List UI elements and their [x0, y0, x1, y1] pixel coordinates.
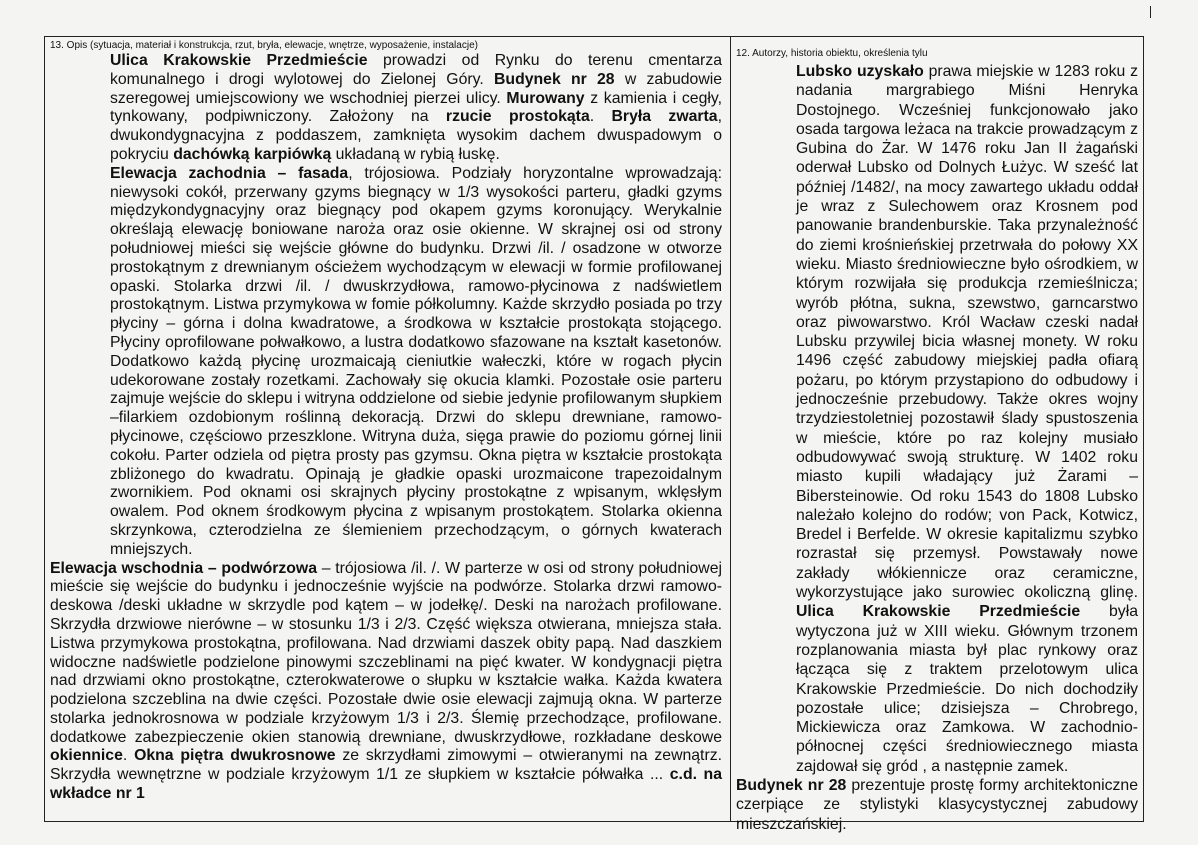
description-header: 13. Opis (sytuacja, materiał i konstrukcja, rzut, bryła, elewacje, wnętrze, wyposażenie, instalacje) — [50, 40, 478, 51]
paragraph-east-elevation: Elewacja wschodnia – podwórzowa – trójosiowa /il. /. W parterze w osi od strony południowej mieście się wejście do budynku i jednocześnie wyjście na podwórze. Stolarka drzwi ramowo-deskowa /deski układne w skrzydle pod kątem – w jodełkę/. Deski na narożach profilowane. Skrzydła drzwiowe nierówne – w stosunku 1/3 i 2/3. Część większa otwierana, mniejsza stała. Listwa przymykowa prostokątna, profilowana. Nad drzwiami daszek obity papą. Nad daszkiem widoczne nadświetle podzielone pinowymi szczeblinami na pięć kwater. W kondygnacji piętra nad drzwiami okno prostokątne, czterokwaterowe o słupku w kształcie wałka. Każda kwatera podzielona szczeblina na dwie części. Pozostałe dwie osie elewacji zajmują okna. W parterze stolarka jednokrosnowa w podziale krzyżowym 1/3 i 2/3. Ślemię przechodzące, profilowane. dodatkowe zabezpieczenie okien stanowią drewniane, dwuskrzydłowe, rozkładane deskowe okiennice. Okna piętra dwukrosnowe ze skrzydłami zimowymi – otwieranymi na zewnątrz. Skrzydła wewnętrzne w podziale krzyżowym 1/1 ze słupkiem w kształcie półwałka ... c.d. na wkładce nr 1 — [50, 559, 722, 803]
paragraph-street: Ulica Krakowskie Przedmieście prowadzi od Rynku do terenu cmentarza komunalnego i drogi wylotowej do Zielonej Góry. Budynek nr 28 w zabudowie szeregowej umiejscowiony we wschodniej pierzei ulicy. Murowany z kamienia i cegły, tynkowany, podpiwniczony. Założony na rzucie prostokąta. Bryła zwarta, dwukondygnacyjna z poddaszem, zamknięta wysokim dachem dwuspadowym o pokryciu dachówką karpiówką układaną w rybią łuskę. — [110, 52, 723, 163]
description-body — [50, 52, 722, 804]
description-section — [50, 40, 722, 820]
paragraph-town-history: Lubsko uzyskało prawa miejskie w 1283 roku z nadania margrabiego Miśni Henryka Dostojnego. Wcześniej funkcjonowało jako osada targowa leżaca na trakcie prowadzącym z Gubina do Żar. W 1476 roku Jan II żagański oderwał Lubsko od Dolnych Łużyc. W sześć lat później /1482/, na mocy zawartego układu oddał je wraz z Sulechowem oraz Krosnem pod panowanie brandenburskie. Taka przynależność do ziemi krośnieńskiej przetrwała do połowy XX wieku. Miasto średniowieczne było ośrodkiem, w którym rozwijała się produkcja rzemieślnicza; wyrób płótna, sukna, szewstwo, garncarstwo oraz piwowarstwo. Król Wacław czeski nadał Lubsku przywilej bicia własnej monety. W roku 1496 część zabudowy miejskiej padła ofiarą pożaru, po którym przystapiono do odbudowy i jednocześnie przebudowy. Także okres wojny trzydziestoletniej pozostawił ślady spustoszenia w mieście, które po raz kolejny musiało odbudowywać swoją strukturę. W 1402 roku miasto kupili władający już Żarami – Bibersteinowie. Od roku 1543 do 1808 Lubsko należało kolejno do rodów; von Pack, Kotwicz, Bredel i Berfelde. W okresie kapitalizmu szybko rozrastał się przemysł. Powstawały nowe zakłady włókiennicze oraz ceramiczne, wykorzystujące jako surowiec okoliczną glinę. Ulica Krakowskie Przedmieście była wytyczona już w XIII wieku. Głównym trzonem rozplanowania miasta był plac rynkowy oraz łącząca się z traktem przelotowym ulica Krakowskie Przedmieście. Do nich dochodziły pozostałe ulice; dzisiejsza – Chrobrego, Mickiewicza oraz Zamkowa. W zachodnio-północnej części średniowiecznego miasta zajdował się gród , a następnie zamek. — [796, 63, 1139, 775]
history-header: 12. Autorzy, historia obiektu, określenia tylu — [736, 48, 928, 59]
margin-rule — [1150, 6, 1151, 18]
history-body — [736, 62, 1138, 834]
paragraph-west-elevation: Elewacja zachodnia – fasada, trójosiowa. Podziały horyzontalne wprowadzają: niewysoki cokół, przerwany gzyms biegnący w 1/3 wysokości parteru, gładki gzyms międzykondygnacyjny oraz biegnący pod okapem gzyms koronujący. Werykalnie określają elewację boniowane naroża oraz osie okienne. W skrajnej osi od strony południowej mieści się wejście główne do budynku. Drzwi /il. / osadzone w otworze prostokątnym z drewnianym ościeżem wychodzącym w elewacji w formie profilowanej opaski. Stolarka drzwi /il. / dwuskrzydłowa, ramowo-płycinowa z nadświetlem prostokątnym. Listwa przymykowa w fomie półkolumny. Każde skrzydło posiada po trzy płyciny – górna i dolna kwadratowe, a środkowa w kształcie prostokąta stojącego. Płyciny oprofilowane połwałkowo, a lustra dodatkowo sfazowane na kształt kasetonów. Dodatkowo każdą płycinę urozmaicają cieniutkie wałeczki, które w rogach płycin udekorowane zostały rozetkami. Zachowały się okucia klamki. Pozostałe osie parteru zajmuje wejście do sklepu i witryna oddzielone od siebie jedynie profilowanym słupkiem –filarkiem ozdobionym roślinną dekoracją. Drzwi do sklepu drewniane, ramowo-płycinowe, częściowo przeszklone. Witryna duża, sięga prawie do poziomu górnej linii cokołu. Parter odziela od piętra prosty pas gzymsu. Okna piętra w kształcie prostokąta zbliżonego do kwadratu. Opinają je gładkie opaski urozmaicone trapezoidalnym zwornikiem. Pod oknami osi skrajnych płyciny prostokątne z wpisanym, wklęsłym owalem. Pod oknem środkowym płycina z wpisanym prostokątem. Stolarka okienna skrzynkowa, czterodzielna ze ślemieniem przechodzącym, o górnych kwaterach mniejszych. — [110, 164, 722, 558]
paragraph-building-style: Budynek nr 28 prezentuje prostę formy architektoniczne czerpiące ze stylistyki klasycystycznej zabudowy mieszczańskiej. — [736, 776, 1138, 833]
column-divider — [730, 36, 731, 822]
history-section — [736, 48, 1139, 833]
